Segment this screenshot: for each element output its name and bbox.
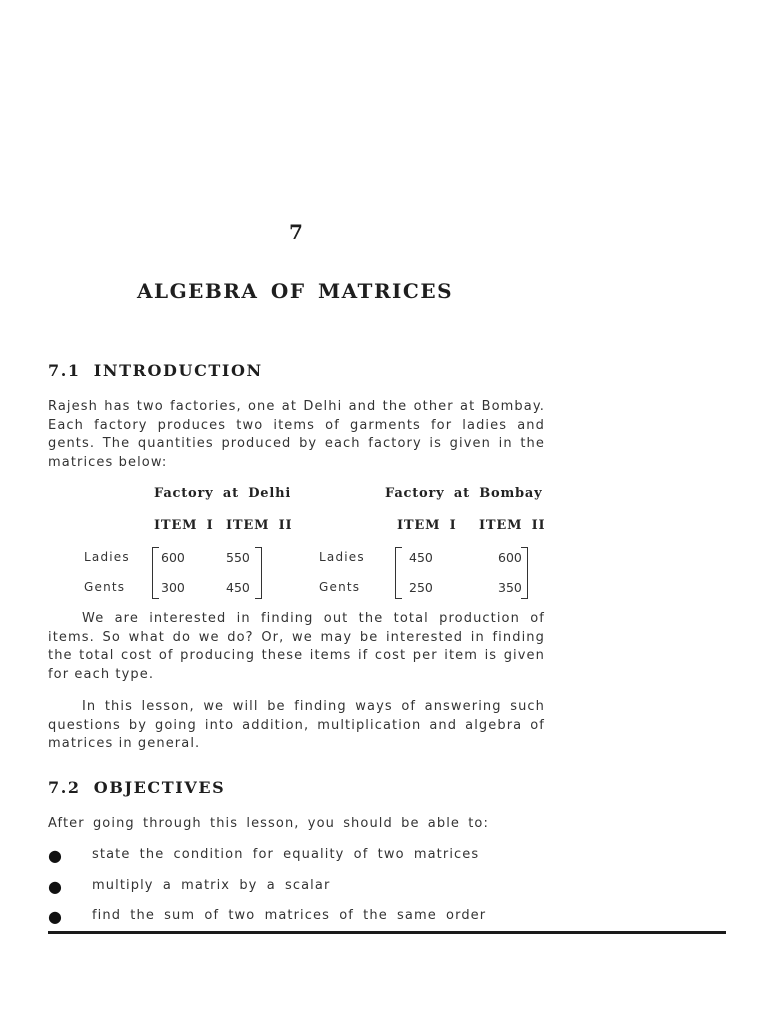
delhi-matrix-title: Factory at Delhi — [154, 486, 292, 501]
bombay-right-bracket — [521, 547, 528, 599]
delhi-row-gents: Gents — [84, 580, 126, 594]
delhi-col-item2: ITEM II — [226, 518, 293, 533]
bombay-matrix-title: Factory at Bombay — [385, 486, 543, 501]
intro-paragraph-1: Rajesh has two factories, one at Delhi and the other at Bombay. Each factory produces two items of garments for ladies and gents. The quantities produced by each factory is given in the matrices below: — [48, 399, 545, 470]
intro-paragraph-2: We are interested in finding out the total production of items. So what do we do? Or, we may be interested in finding the total cost of producing these items if cost per item is given for each type. — [48, 611, 545, 682]
bombay-r1c2: 600 — [498, 550, 522, 565]
bombay-row-ladies: Ladies — [319, 550, 365, 564]
section-heading-objectives: 7.2 OBJECTIVES — [48, 778, 226, 797]
delhi-left-bracket — [152, 547, 159, 599]
chapter-number: 7 — [289, 220, 303, 244]
objective-item: state the condition for equality of two matrices — [92, 847, 480, 862]
bullet-icon: ● — [48, 877, 62, 896]
intro-paragraph-3: In this lesson, we will be finding ways of answering such questions by going into addition, multiplication and algebra of matrices in general. — [48, 699, 545, 751]
bombay-r2c1: 250 — [409, 580, 433, 595]
bombay-row-gents: Gents — [319, 580, 361, 594]
delhi-col-item1: ITEM I — [154, 518, 214, 533]
delhi-r1c2: 550 — [226, 550, 250, 565]
footer-rule — [48, 931, 726, 934]
delhi-r2c1: 300 — [161, 580, 185, 595]
delhi-right-bracket — [255, 547, 262, 599]
chapter-title: ALGEBRA OF MATRICES — [137, 279, 454, 303]
bombay-left-bracket — [395, 547, 402, 599]
objectives-intro: After going through this lesson, you should be able to: — [48, 816, 489, 831]
delhi-row-ladies: Ladies — [84, 550, 130, 564]
delhi-r2c2: 450 — [226, 580, 250, 595]
bombay-r2c2: 350 — [498, 580, 522, 595]
bombay-col-item1: ITEM I — [397, 518, 457, 533]
section-heading-introduction: 7.1 INTRODUCTION — [48, 361, 263, 380]
delhi-r1c1: 600 — [161, 550, 185, 565]
bombay-col-item2: ITEM II — [479, 518, 546, 533]
objective-item: find the sum of two matrices of the same order — [92, 908, 487, 923]
bullet-icon: ● — [48, 907, 62, 926]
bombay-r1c1: 450 — [409, 550, 433, 565]
objective-item: multiply a matrix by a scalar — [92, 878, 331, 893]
bullet-icon: ● — [48, 846, 62, 865]
